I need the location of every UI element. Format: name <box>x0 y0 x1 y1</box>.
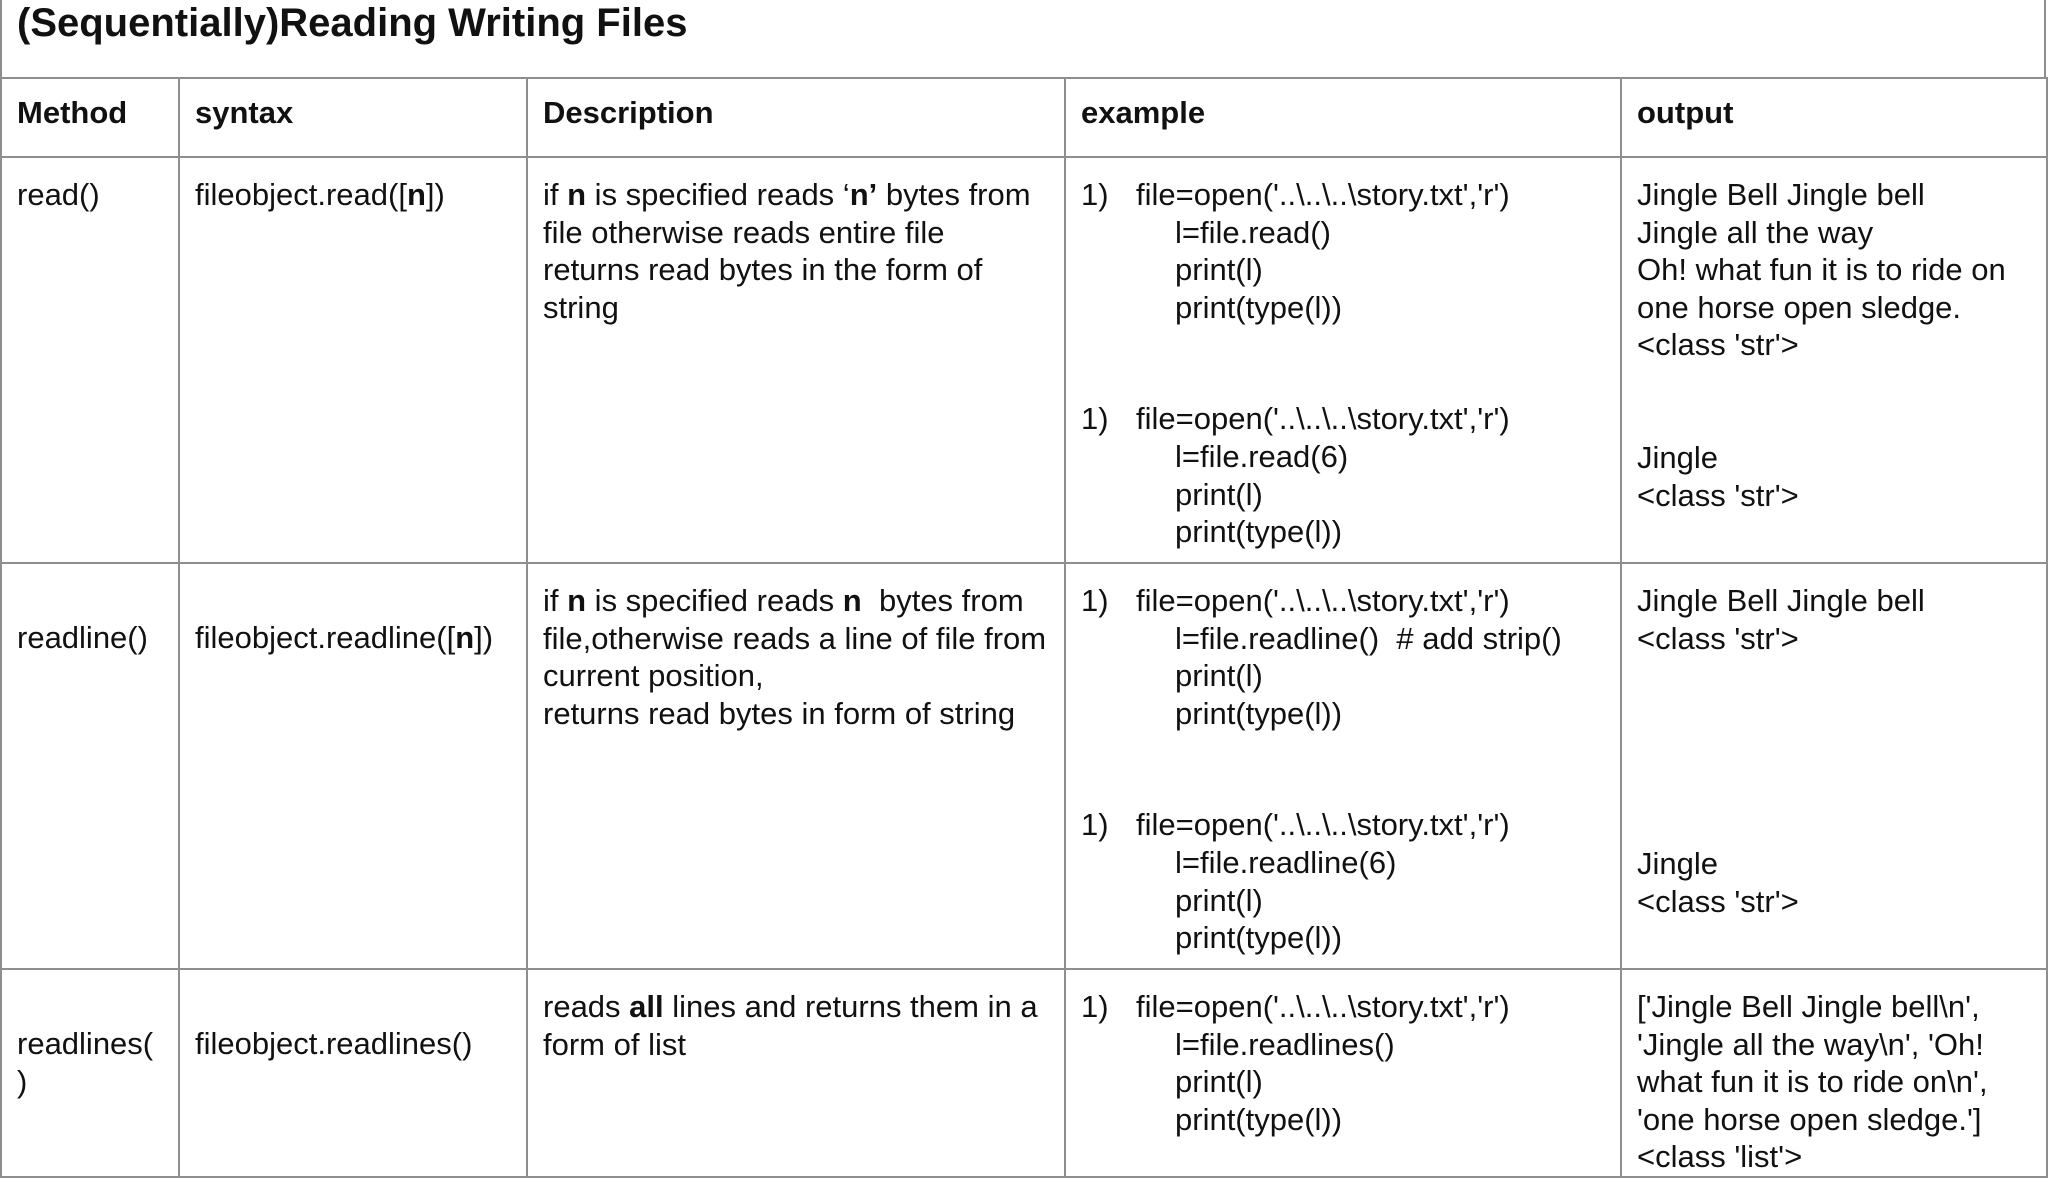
description-cell <box>527 969 1065 1177</box>
output-line: Oh! what fun it is to ride on <box>1637 252 2006 288</box>
description-line: file otherwise reads entire file <box>543 214 945 250</box>
header-example: example <box>1065 78 1621 157</box>
output-line: Jingle all the way <box>1637 214 1874 250</box>
table-row <box>1 563 2047 969</box>
code-line: l=file.readline(6) <box>1175 844 1397 880</box>
description-line: reads all lines and returns them in a <box>543 989 1038 1024</box>
example-block <box>1081 988 1608 1138</box>
syntax-suffix: ]) <box>425 177 445 212</box>
example-number: 1) <box>1081 177 1109 212</box>
method-name: read() <box>17 177 100 212</box>
header-description: Description <box>527 78 1065 157</box>
method-name-cont: ) <box>17 1063 28 1099</box>
output-line: <class 'list'> <box>1637 1139 1803 1175</box>
description-line: returns read bytes in the form of <box>543 252 983 288</box>
header-method: Method <box>1 78 179 157</box>
code-line: print(l) <box>1175 882 1263 918</box>
method-name: readlines( <box>17 1026 154 1061</box>
output-line: <class 'str'> <box>1637 883 1799 919</box>
syntax-param: n <box>455 620 475 655</box>
description-line: current position, <box>543 658 764 694</box>
output-line: Jingle <box>1637 439 1718 475</box>
example-number: 1) <box>1081 401 1109 437</box>
output-line: 'Jingle all the way\n', 'Oh! <box>1637 1026 1984 1062</box>
methods-table <box>0 77 2048 1178</box>
output-cell <box>1621 969 2047 1177</box>
output-line: <class 'str'> <box>1637 327 1799 363</box>
method-cell <box>1 563 179 969</box>
code-line: l=file.readlines() <box>1175 1026 1395 1062</box>
syntax-prefix: fileobject.read([ <box>195 177 407 212</box>
table-row <box>1 157 2047 563</box>
header-output: output <box>1621 78 2047 157</box>
code-line: print(type(l)) <box>1175 289 1343 325</box>
description-line: returns read bytes in form of string <box>543 695 1016 731</box>
syntax-text: fileobject.readlines() <box>195 1026 473 1061</box>
code-line: print(l) <box>1175 476 1263 512</box>
code-line: print(l) <box>1175 1064 1263 1100</box>
method-cell <box>1 157 179 563</box>
code-line: print(type(l)) <box>1175 695 1343 731</box>
code-line: file=open('..\..\..\story.txt','r') <box>1136 807 1510 843</box>
description-line: if n is specified reads ‘n’ bytes from <box>543 177 1031 212</box>
code-line: print(type(l)) <box>1175 1101 1343 1137</box>
example-number: 1) <box>1081 807 1109 843</box>
output-line: what fun it is to ride on\n', <box>1637 1064 1988 1100</box>
output-line: Jingle <box>1637 846 1718 882</box>
example-cell <box>1065 157 1621 563</box>
description-cell <box>527 563 1065 969</box>
output-line: Jingle Bell Jingle bell <box>1637 583 1925 618</box>
table-header-row <box>1 78 2047 157</box>
table-row <box>1 969 2047 1177</box>
example-cell <box>1065 969 1621 1177</box>
output-line: 'one horse open sledge.'] <box>1637 1101 1982 1137</box>
code-line: file=open('..\..\..\story.txt','r') <box>1136 583 1510 618</box>
page-title: (Sequentially)Reading Writing Files <box>17 1 688 45</box>
syntax-cell <box>179 157 527 563</box>
code-line: l=file.read() <box>1175 214 1331 250</box>
code-line: print(l) <box>1175 252 1263 288</box>
output-line: one horse open sledge. <box>1637 289 1962 325</box>
syntax-prefix: fileobject.readline([ <box>195 620 456 655</box>
output-line: <class 'str'> <box>1637 477 1799 513</box>
output-cell <box>1621 157 2047 563</box>
description-line: string <box>543 289 619 325</box>
example-block <box>1081 400 1608 550</box>
code-line: print(type(l)) <box>1175 514 1343 550</box>
title-bar <box>0 0 2046 78</box>
description-line: file,otherwise reads a line of file from <box>543 620 1047 656</box>
description-line: if n is specified reads n bytes from <box>543 583 1024 618</box>
example-number: 1) <box>1081 989 1109 1024</box>
output-line: <class 'str'> <box>1637 620 1799 656</box>
syntax-cell <box>179 563 527 969</box>
code-line: l=file.read(6) <box>1175 438 1349 474</box>
header-syntax: syntax <box>179 78 527 157</box>
example-block <box>1081 582 1608 732</box>
example-number: 1) <box>1081 583 1109 618</box>
syntax-suffix: ]) <box>474 620 494 655</box>
example-cell <box>1065 563 1621 969</box>
output-line: ['Jingle Bell Jingle bell\n', <box>1637 989 1980 1024</box>
code-line: file=open('..\..\..\story.txt','r') <box>1136 989 1510 1024</box>
method-name: readline() <box>17 620 148 655</box>
code-line: file=open('..\..\..\story.txt','r') <box>1136 177 1510 212</box>
example-block <box>1081 176 1608 326</box>
output-cell <box>1621 563 2047 969</box>
syntax-param: n <box>406 177 426 212</box>
code-line: l=file.readline() # add strip() <box>1175 620 1562 656</box>
code-line: print(type(l)) <box>1175 920 1343 956</box>
method-cell <box>1 969 179 1177</box>
code-line: file=open('..\..\..\story.txt','r') <box>1136 401 1510 437</box>
output-line: Jingle Bell Jingle bell <box>1637 177 1925 212</box>
code-line: print(l) <box>1175 658 1263 694</box>
description-line: form of list <box>543 1026 686 1062</box>
example-block <box>1081 806 1608 956</box>
syntax-cell <box>179 969 527 1177</box>
description-cell <box>527 157 1065 563</box>
